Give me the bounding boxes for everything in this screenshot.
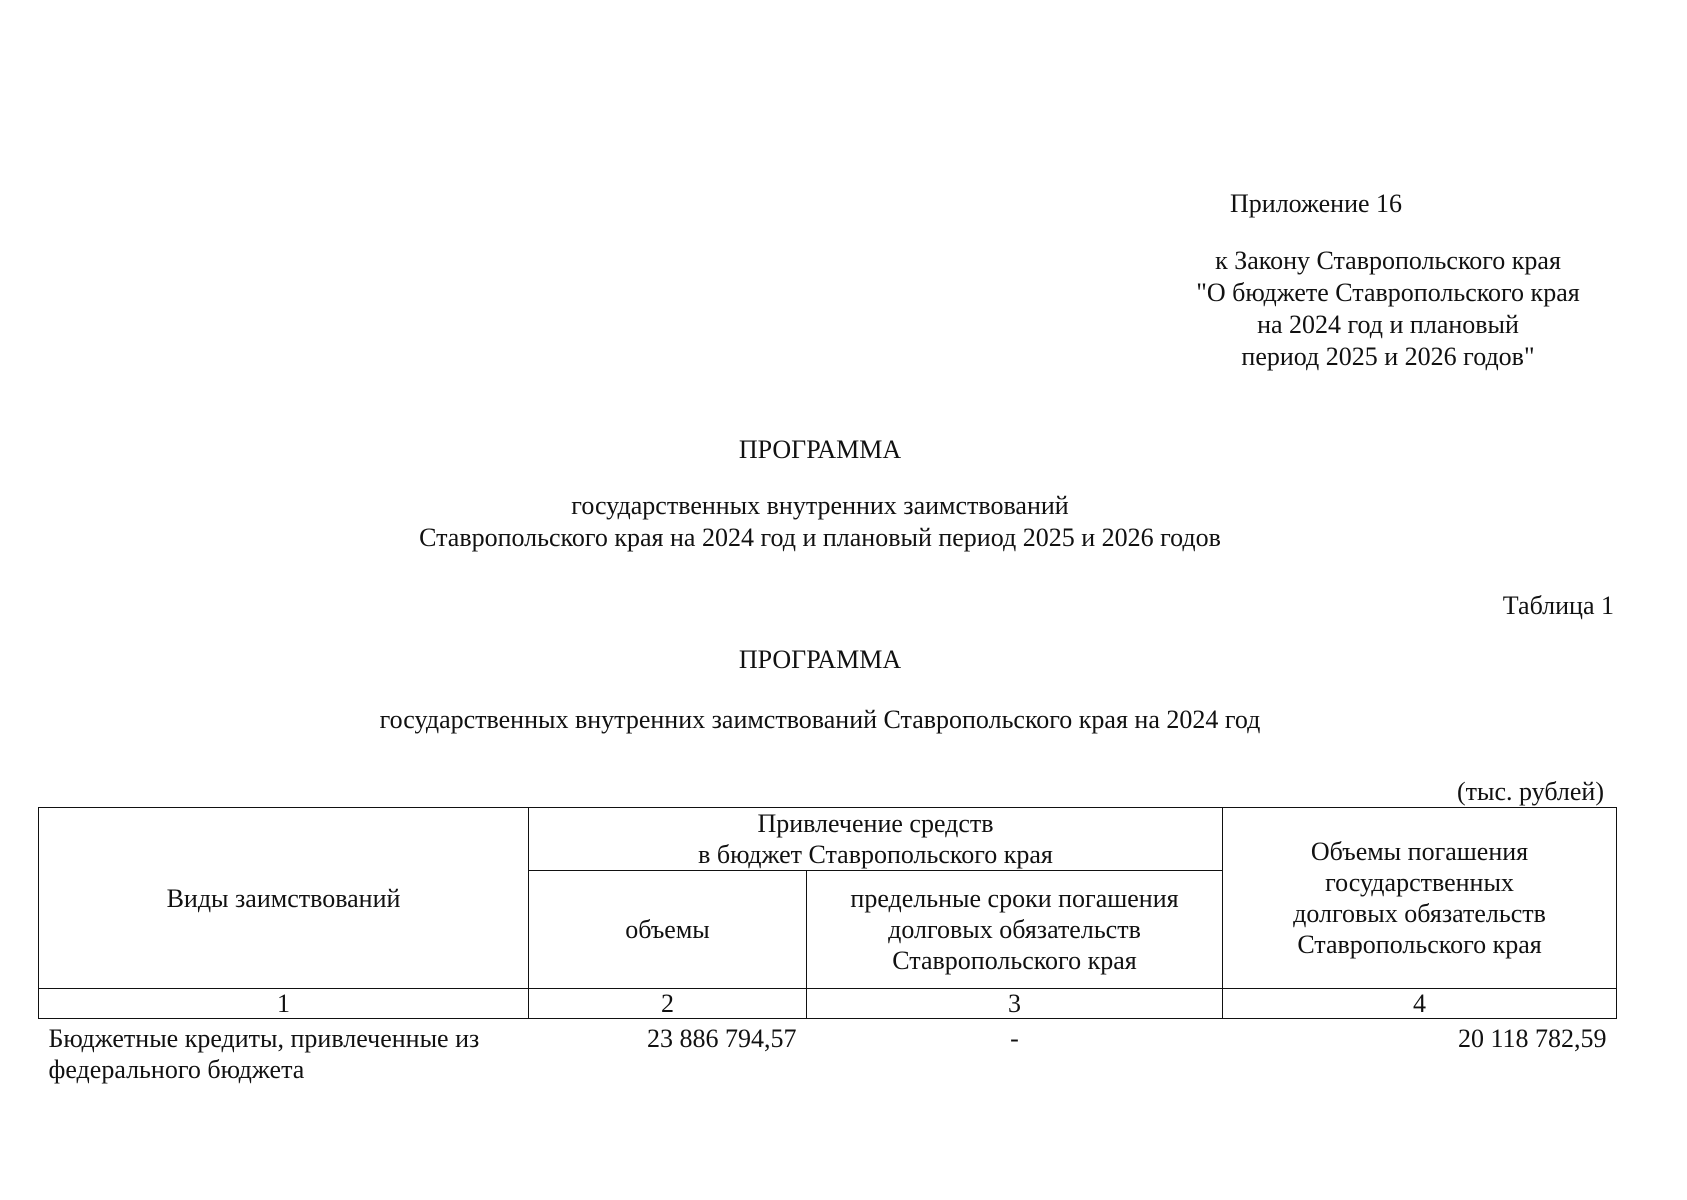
row-repayment: 20 118 782,59 (1457, 1024, 1607, 1053)
units-label: (тыс. рублей) (1456, 777, 1604, 806)
subtitle-line: Ставропольского края на 2024 год и плановый период 2025 и 2026 годов (419, 523, 1221, 552)
law-ref-line: к Закону Ставропольского края (1215, 246, 1561, 275)
header-deadlines-line: долговых обязательств (888, 915, 1141, 944)
column-number: 1 (39, 989, 529, 1019)
header-attraction (529, 808, 1223, 871)
row-kind-line: Бюджетные кредиты, привлеченные из (48, 1024, 480, 1053)
row-kind (39, 1019, 529, 1086)
header-kind: Виды заимствований (39, 808, 529, 989)
appendix-law-reference (1178, 245, 1598, 373)
header-repayment-line: государственных (1325, 868, 1514, 897)
program-subtitle (0, 490, 1640, 554)
column-number: 4 (1223, 989, 1617, 1019)
header-deadlines-line: Ставропольского края (892, 946, 1137, 975)
table-row (39, 1019, 1617, 1086)
header-attraction-line: в бюджет Ставропольского края (698, 840, 1053, 869)
header-attraction-line: Привлечение средств (757, 809, 994, 838)
row-deadline: - (1010, 1024, 1019, 1053)
law-ref-line: период 2025 и 2026 годов" (1241, 342, 1535, 371)
column-number: 2 (529, 989, 807, 1019)
header-deadlines-line: предельные сроки погашения (850, 884, 1179, 913)
table-label: Таблица 1 (1502, 591, 1614, 620)
header-repayment (1223, 808, 1617, 989)
program-heading: ПРОГРАММА (738, 435, 902, 464)
header-volumes: объемы (529, 871, 807, 989)
header-repayment-line: Объемы погашения (1310, 837, 1529, 866)
header-repayment-line: долговых обязательств (1293, 899, 1546, 928)
header-deadlines (807, 871, 1223, 989)
row-volume: 23 886 794,57 (647, 1024, 797, 1053)
table-program-subtitle: государственных внутренних заимствований Ставропольского края на 2024 год (379, 705, 1261, 734)
row-kind-line: федерального бюджета (48, 1055, 305, 1084)
table-program-heading: ПРОГРАММА (738, 645, 902, 674)
law-ref-line: "О бюджете Ставропольского края (1196, 278, 1580, 307)
header-repayment-line: Ставропольского края (1297, 930, 1542, 959)
borrowings-table (38, 807, 1617, 1085)
subtitle-line: государственных внутренних заимствований (571, 491, 1069, 520)
law-ref-line: на 2024 год и плановый (1257, 310, 1519, 339)
appendix-title: Приложение 16 (1230, 189, 1403, 218)
column-number: 3 (807, 989, 1223, 1019)
